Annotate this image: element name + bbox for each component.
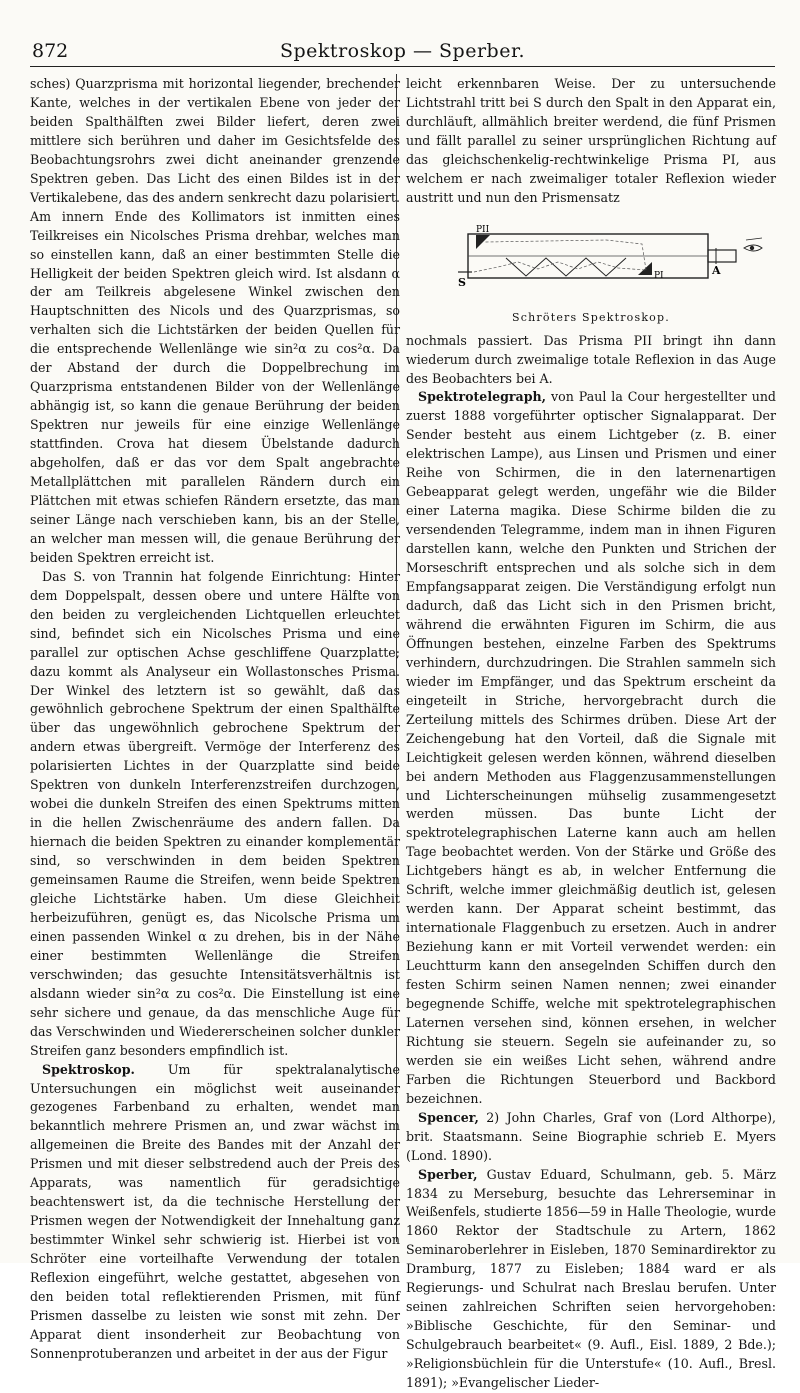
paragraph-schroeter-continued: leicht erkennbaren Weise. Der zu untersuchende Lichtstrahl tritt bei S durch den Spalt in den Apparat ein, durchläuft, allmählich breiter werdend, die fünf Prismen und fällt parallel zu seiner ursprünglichen Richtung auf das gleichschenkelig-rechtwinkelige Prisma PI, aus welchem er nach zweimaliger totaler Reflexion wieder austritt und nun den Prismensatz bbox=[406, 76, 776, 205]
running-title: Spektroskop — Sperber. bbox=[280, 40, 525, 62]
entry-spencer bbox=[406, 1109, 776, 1166]
figure-caption: Schröters Spektroskop. bbox=[512, 310, 670, 324]
headword-spektrotelegraph: Spektrotelegraph, bbox=[418, 389, 547, 405]
label-s: S bbox=[458, 275, 466, 289]
figure-schroeter-spectroscope bbox=[406, 212, 776, 307]
left-column bbox=[30, 75, 400, 1364]
headword-spencer: Spencer, bbox=[418, 1109, 479, 1125]
entry-sperber bbox=[406, 1166, 776, 1393]
paragraph-schroeter-end: nochmals passiert. Das Prisma PII bringt ihn dann wiederum durch zweimalige totale Reflexion in das Auge des Beobachters bei A. bbox=[406, 332, 776, 386]
label-pii: PII bbox=[476, 224, 490, 235]
label-pi: PI bbox=[654, 270, 664, 281]
paragraph-polarization-spectrophotometer: sches) Quarzprisma mit horizontal liegender, brechender Kante, welches in der vertikalen Ebene von jeder der beiden Spalthälften zwei Bilder liefert, deren zwei mittlere sich berühren und daher im Gesichtsfelde des Beobachtungsrohrs zwei dicht aneinander grenzende Spektren geben. Das Licht des einen Bildes ist in der Vertikalebene, das des andern senkrecht dazu polarisiert. Am innern Ende des Kollimators ist inmitten eines Teilkreises ein Nicolsches Prisma drehbar, welches man so einstellen kann, daß an einer bestimmten Stelle die Helligkeit der beiden Spektren gleich wird. Ist alsdann α der am Teilkreis abgelesene Winkel zwischen den Hauptschnitten des Nicols und des Quarzprismas, so verhalten sich die Lichtstärken der beiden Quellen für die entsprechende Wellenlänge wie sin²α zu cos²α. Da der Abstand der durch die Doppelbrechung im Quarzprisma entstandenen Bilder von der Wellenlänge abhängig ist, so kann die genaue Berührung der beiden Spektren nur jeweils für eine einzige Wellenlänge stattfinden. Crova hat diesem Übelstande dadurch abgeholfen, daß er das vor dem Spalt angebrachte Metallplättchen mit parallelen Rändern durch ein Plättchen mit etwas schiefen Rändern ersetzte, das man seiner Länge nach verschieben kann, bis an der Stelle, an welcher man messen will, die genaue Berührung der beiden Spektren erreicht ist. bbox=[30, 76, 400, 565]
entry-spektroskop-text: Um für spektralanalytische Untersuchungen ein möglichst weit auseinander gezogenes Farbenband zu erhalten, wendet man bekanntlich mehrere Prismen an, und zwar wächst im allgemeinen die Breite des Bandes mit der Anzahl der Prismen und mit dieser selbstredend auch der Preis des Apparats, was namentlich für geradsichtige beachtenswert ist, da die technische Herstellung der Prismen wegen der Notwendigkeit der Innehaltung ganz bestimmter Winkel sehr schwierig ist. Hierbei ist von Schröter eine vorteilhafte Verwendung der totalen Reflexion eingeführt, welche gestattet, abgesehen von den beiden total reflektierenden Prismen, mit fünf Prismen dasselbe zu leisten wie sonst mit zehn. Der Apparat dient insonderheit zur Beobachtung von Sonnenprotuberanzen und arbeitet in der aus der Figur bbox=[30, 1061, 400, 1361]
eyepiece-tube bbox=[708, 250, 736, 262]
headword-sperber: Sperber, bbox=[418, 1166, 478, 1182]
entry-spektrotelegraph bbox=[406, 388, 776, 1108]
entry-spektroskop bbox=[30, 1061, 400, 1364]
headword-spektroskop: Spektroskop. bbox=[42, 1061, 135, 1077]
label-a: A bbox=[712, 263, 721, 277]
light-path-upper bbox=[484, 240, 646, 270]
spectroscope-diagram bbox=[406, 212, 776, 307]
right-column bbox=[406, 75, 776, 1393]
entry-spektrotelegraph-text: von Paul la Cour hergestellter und zuerst 1888 vorgeführter optischer Signalapparat. Der Sender besteht aus einem Lichtgeber (z. B. einer elektrischen Lampe), aus Linsen und Prismen und einer Reihe von Schirmen, die in den laternenartigen Gebeapparat gelegt werden, ungefähr wie die Bilder einer Laterna magika. Diese Schirme bilden die zu versendenden Telegramme, indem man in ihnen Figuren darstellen kann, welche den Punkten und Strichen der Morseschrift entsprechen und als solche sich in dem Empfangsapparat zeigen. Die Verständigung erfolgt nun dadurch, daß das Licht sich in den Prismen bricht, während die erwähnten Figuren im Schirm, die aus Öffnungen bestehen, einzelne Farben des Spektrums verhindern, durchzudringen. Die Strahlen sammeln sich wieder im Empfänger, und das Spektrum erscheint da eingeteilt in Striche, hervorgebracht durch die Zerteilung mittels des Schirmes drüben. Diese Art der Zeichengebung hat den Vorteil, daß die Signale mit Leichtigkeit gelesen werden können, während dieselben bei andern Methoden aus Flaggenzusammenstellungen und Lichterscheinungen mühselig zusammengesetzt werden müssen. Das bunte Licht der spektrotelegraphischen Laterne kann auch am hellen Tage beobachtet werden. Von der Stärke und Größe des Lichtgebers hängt es ab, in welcher Entfernung die Schrift, welche immer gleichmäßig deutlich ist, gelesen werden kann. Der Apparat scheint bestimmt, das internationale Flaggenbuch zu ersetzen. Auch in andrer Beziehung kann er mit Vorteil verwendet werden: ein Leuchtturm kann den ansegelnden Schiffen durch den festen Schirm seinen Namen nennen; zwei einander begegnende Schiffe, welche mit spektrotelegraphischen Laternen versehen sind, können ersehen, in welcher Richtung sie steuern. Segeln sie aufeinander zu, so werden sie ein weißes Licht sehen, während andre Farben die Richtungen Steuerbord und Backbord bezeichnen. bbox=[406, 389, 776, 1106]
paragraph-trannin: Das S. von Trannin hat folgende Einrichtung: Hinter dem Doppelspalt, dessen obere und untere Hälfte von den beiden zu vergleichenden Lichtquellen erleuchtet sind, befindet sich ein Nicolsches Prisma und eine parallel zur optischen Achse geschliffene Quarzplatte; dazu kommt als Analyseur ein Wollastonsches Prisma. Der Winkel des letztern ist so gewählt, daß das gewöhnlich gebrochene Spektrum der einen Spalthälfte über das ungewöhnlich gebrochene Spektrum der andern etwas übergreift. Vermöge der Interferenz des polarisierten Lichtes in der Quarzplatte sind beide Spektren von dunkeln Interferenzstreifen durchzogen, wobei die dunkeln Streifen des einen Spektrums mitten in die hellen Zwischenräume des andern fallen. Da hiernach die beiden Spektren zu einander komplementär sind, so verschwinden in dem beiden Spektren gemeinsamen Raume die Streifen, wenn beide Spektren gleiche Lichtstärke haben. Um diese Gleichheit herbeizuführen, genügt es, das Nicolsche Prisma um einen passenden Winkel α zu drehen, bis in der Nähe einer bestimmten Wellenlänge die Streifen verschwinden; das gesuchte Intensitätsverhältnis ist alsdann wieder sin²α zu cos²α. Die Einstellung ist eine sehr sichere und genaue, da das menschliche Auge für das Verschwinden und Wiedererscheinen solcher dunkler Streifen ganz besonders empfindlich ist. bbox=[30, 568, 400, 1058]
entry-spencer-text: 2) John Charles, Graf von (Lord Althorpe), brit. Staatsmann. Seine Biographie schrieb E. Myers (Lond. 1890). bbox=[406, 1109, 776, 1163]
page-number: 872 bbox=[32, 40, 69, 62]
prism-set bbox=[506, 258, 626, 276]
entry-sperber-text: Gustav Eduard, Schulmann, geb. 5. März 1834 zu Merseburg, besuchte das Lehrerseminar in Weißenfels, studierte 1856—59 in Halle Theologie, wurde 1860 Rektor der Stadtschule zu Artern, 1862 Seminaroberlehrer in Eisleben, 1870 Seminardirektor zu Dramburg, 1877 zu Eisleben; 1884 ward er als Regierungs- und Schulrat nach Breslau berufen. Unter seinen zahlreichen Schriften seien hervorgehoben: »Biblische Geschichte, für den Seminar- und Schulgebrauch bearbeitet« (9. Aufl., Eisl. 1889, 2 Bde.); »Religionsbüchlein für die Unterstufe« (10. Aufl., Bresl. 1891); »Evangelischer Lieder- bbox=[406, 1166, 776, 1391]
page-header bbox=[30, 34, 775, 67]
